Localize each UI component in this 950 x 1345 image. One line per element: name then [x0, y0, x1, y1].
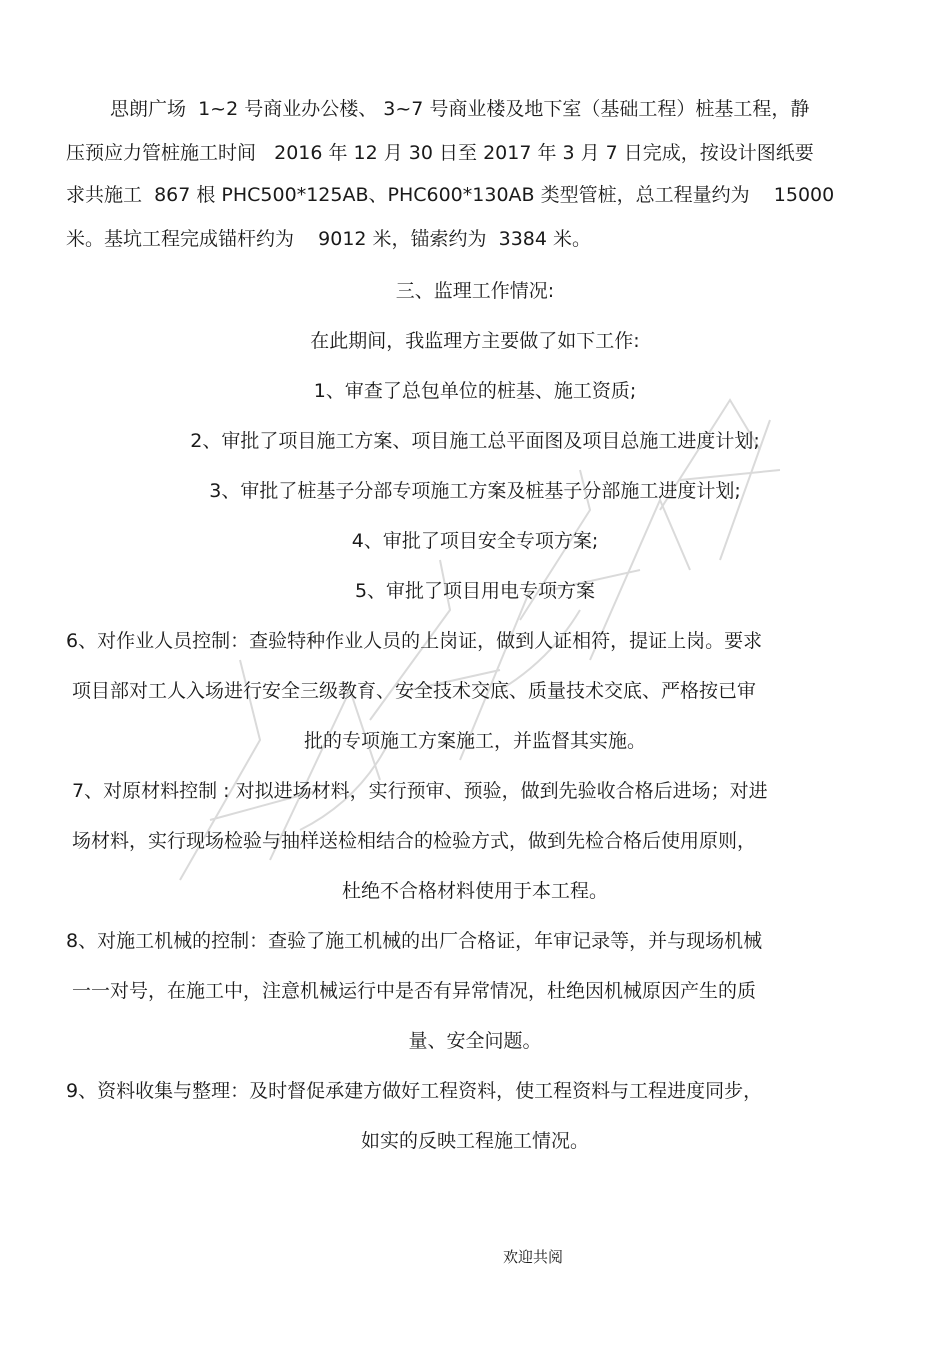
work-item-8-line-3: 量、安全问题。 — [408, 1030, 542, 1052]
work-item-7-line-2: 场材料，实行现场检验与抽样送检相结合的检验方式，做到先检合格后使用原则， — [72, 830, 757, 852]
page-footer: 欢迎共阅 — [503, 1248, 564, 1266]
intro-line: 在此期间，我监理方主要做了如下工作: — [310, 330, 640, 352]
work-item-8-line-2: 一一对号，在施工中，注意机械运行中是否有异常情况，杜绝因机械原因产生的质 — [72, 980, 757, 1002]
work-item-9-line-2: 如实的反映工程施工情况。 — [360, 1130, 589, 1152]
body-line-4: 米。基坑工程完成锚杆约为 9012 米，锚索约为 3384 米。 — [66, 228, 592, 250]
body-line-2: 压预应力管桩施工时间 2016 年 12 月 30 日至 2017 年 3 月 7 日完成，按设计图纸要 — [66, 142, 814, 164]
work-item-9-line-1: 9、资料收集与整理：及时督促承建方做好工程资料，使工程资料与工程进度同步， — [66, 1080, 763, 1102]
body-line-1: 思朗广场 1~2 号商业办公楼、 3~7 号商业楼及地下室（基础工程）桩基工程，静 — [110, 98, 810, 120]
section-heading: 三、监理工作情况: — [395, 280, 555, 302]
work-item-6-line-1: 6、对作业人员控制：查验特种作业人员的上岗证，做到人证相符，提证上岗。要求 — [66, 630, 763, 652]
work-item-7-line-1: 7、对原材料控制 : 对拟进场材料，实行预审、预验，做到先验收合格后进场；对进 — [72, 780, 768, 802]
work-item-1: 1、审查了总包单位的桩基、施工资质; — [313, 380, 637, 402]
work-item-3: 3、审批了桩基子分部专项施工方案及桩基子分部施工进度计划; — [209, 480, 741, 502]
work-item-6-line-3: 批的专项施工方案施工，并监督其实施。 — [303, 730, 646, 752]
work-item-2: 2、审批了项目施工方案、项目施工总平面图及项目总施工进度计划; — [190, 430, 760, 452]
work-item-4: 4、审批了项目安全专项方案; — [351, 530, 599, 552]
work-item-5: 5、审批了项目用电专项方案 — [354, 580, 596, 602]
work-item-8-line-1: 8、对施工机械的控制：查验了施工机械的出厂合格证，年审记录等，并与现场机械 — [66, 930, 763, 952]
work-item-6-line-2: 项目部对工人入场进行安全三级教育、安全技术交底、质量技术交底、严格按已审 — [72, 680, 757, 702]
work-item-7-line-3: 杜绝不合格材料使用于本工程。 — [341, 880, 608, 902]
body-line-3: 求共施工 867 根 PHC500*125AB、PHC600*130AB 类型管桩，总工程量约为 15000 — [66, 184, 835, 206]
